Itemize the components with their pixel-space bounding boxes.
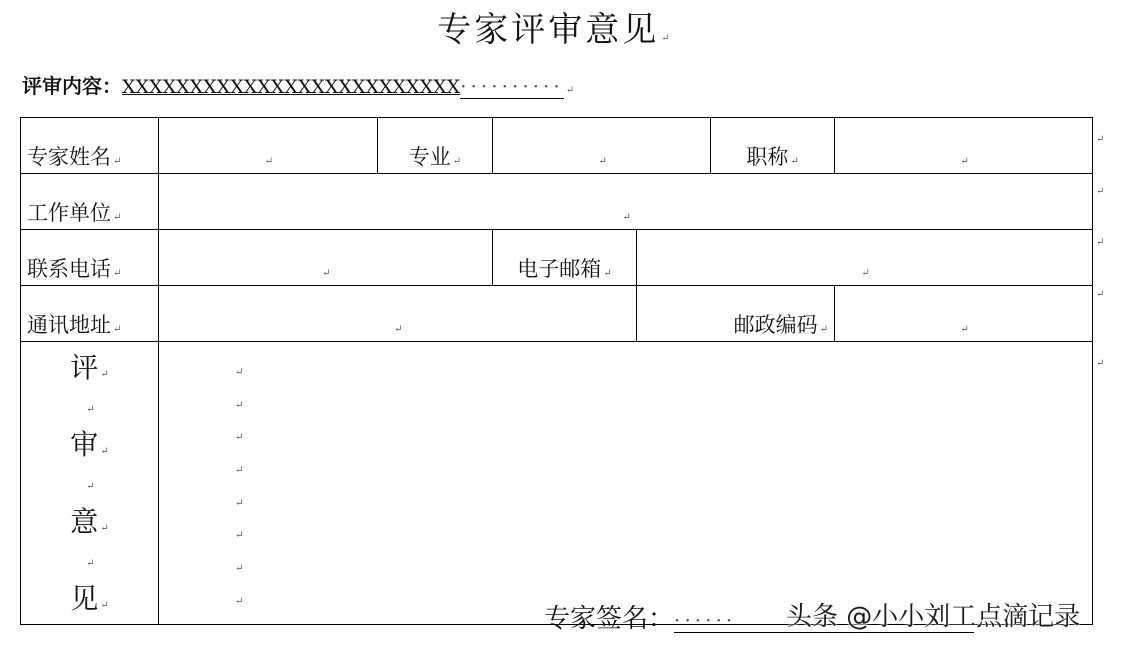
opinion-char: 评↵ bbox=[27, 350, 152, 393]
major-label: 专业↵ bbox=[378, 118, 493, 174]
opinion-char: 见↵ bbox=[27, 581, 152, 624]
review-content-dots: ·········· bbox=[460, 74, 564, 98]
review-opinion-field[interactable] bbox=[159, 342, 1093, 625]
page-title: 专家评审意见↵ bbox=[0, 2, 1110, 51]
email-field[interactable] bbox=[637, 230, 1093, 286]
review-content-label: 评审内容： bbox=[22, 74, 122, 98]
signature-label: 专家签名： bbox=[544, 604, 675, 634]
expert-name-field[interactable] bbox=[159, 118, 378, 174]
title-label: 职称↵ bbox=[711, 118, 835, 174]
table-row bbox=[21, 118, 1093, 174]
opinion-char: 意↵ bbox=[27, 504, 152, 547]
title-field[interactable] bbox=[835, 118, 1093, 174]
postcode-label: 邮政编码↵ bbox=[637, 286, 835, 342]
postcode-field[interactable] bbox=[835, 286, 1093, 342]
row-end-mark: ↵ bbox=[1096, 186, 1105, 197]
expert-info-table bbox=[20, 117, 1093, 625]
row-end-mark: ↵ bbox=[1096, 289, 1105, 300]
address-field[interactable] bbox=[159, 286, 637, 342]
work-unit-label: 工作单位↵ bbox=[21, 174, 159, 230]
row-end-mark: ↵ bbox=[1096, 358, 1105, 369]
major-field[interactable] bbox=[493, 118, 711, 174]
signature-field[interactable]: ······ bbox=[674, 608, 974, 633]
expert-name-label: 专家姓名↵ bbox=[21, 118, 159, 174]
work-unit-field[interactable] bbox=[159, 174, 1093, 230]
review-content-line bbox=[22, 70, 574, 99]
email-label: 电子邮箱↵ bbox=[493, 230, 637, 286]
opinion-char: 审↵ bbox=[27, 427, 152, 470]
review-opinion-label bbox=[21, 342, 159, 625]
row-end-mark: ↵ bbox=[1096, 237, 1105, 248]
table-row bbox=[21, 174, 1093, 230]
review-content-value[interactable]: XXXXXXXXXXXXXXXXXXXXXXXXX bbox=[122, 76, 461, 98]
table-row bbox=[21, 230, 1093, 286]
table-row bbox=[21, 286, 1093, 342]
address-label: 通讯地址↵ bbox=[21, 286, 159, 342]
watermark: 头条 @小小刘工点滴记录 bbox=[786, 602, 1081, 632]
table-row bbox=[21, 342, 1093, 625]
row-end-mark: ↵ bbox=[1096, 134, 1105, 145]
phone-label: 联系电话↵ bbox=[21, 230, 159, 286]
phone-field[interactable] bbox=[159, 230, 493, 286]
